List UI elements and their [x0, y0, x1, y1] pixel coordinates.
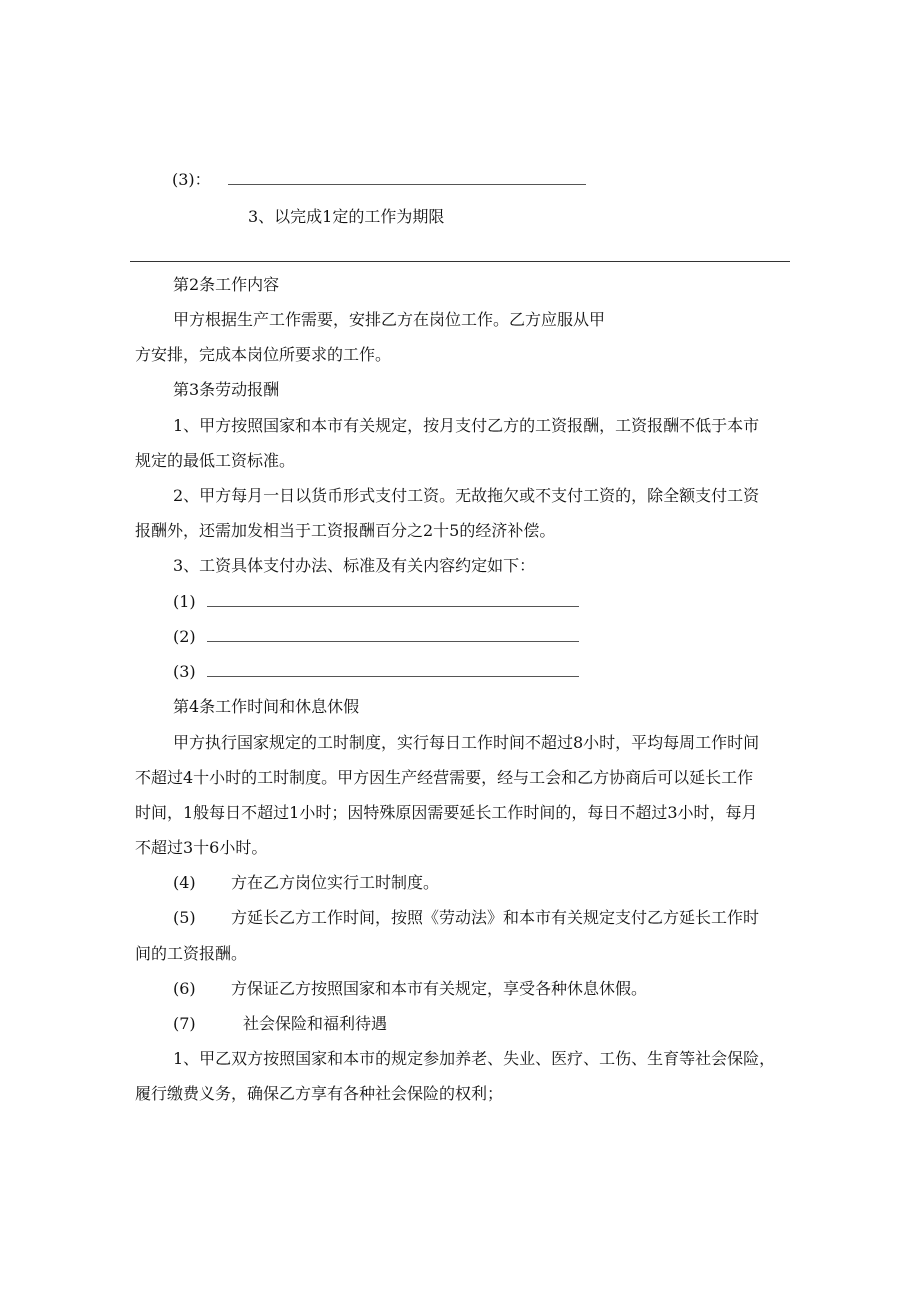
- insurance-item1-line2: 履行缴费义务，确保乙方享有各种社会保险的权利；: [135, 1084, 504, 1103]
- fill-blank[interactable]: [207, 627, 579, 642]
- item7-text: 社会保险和福利待遇: [243, 1014, 388, 1033]
- article4-item7: [173, 1014, 387, 1034]
- article3-item3: 3、工资具体支付办法、标准及有关内容约定如下：: [173, 556, 536, 575]
- article4-para-line3: 时间，1般每日不超过1小时；因特殊原因需要延长工作时间的，每日不超过3小时，每月: [135, 803, 758, 822]
- article4-title: 第4条工作时间和休息休假: [173, 697, 360, 716]
- wage-blank-1-label: (1): [173, 592, 196, 611]
- article2-para-line2: 方安排，完成本岗位所要求的工作。: [135, 345, 392, 364]
- item6-text: 方保证乙方按照国家和本市有关规定，享受各种休息休假。: [231, 979, 648, 998]
- article3-title: 第3条劳动报酬: [173, 380, 280, 399]
- fill-blank[interactable]: [207, 662, 579, 677]
- item5-number: (5): [173, 908, 196, 927]
- item5-text-line1: 方延长乙方工作时间，按照《劳动法》和本市有关规定支付乙方延长工作时: [231, 908, 760, 927]
- item6-number: (6): [173, 979, 196, 998]
- item7-number: (7): [173, 1014, 196, 1033]
- article3-item1-line1: 1、甲方按照国家和本市有关规定，按月支付乙方的工资报酬，工资报酬不低于本市: [173, 416, 760, 435]
- article4-item6: [173, 979, 647, 999]
- article2-para-line1: 甲方根据生产工作需要，安排乙方在岗位工作。乙方应服从甲: [173, 310, 606, 329]
- article3-item2-line2: 报酬外，还需加发相当于工资报酬百分之2十5的经济补偿。: [135, 521, 556, 540]
- article4-para-line4: 不超过3十6小时。: [135, 838, 268, 857]
- wage-blank-3-label: (3): [173, 662, 196, 681]
- article2-title: 第2条工作内容: [173, 275, 280, 294]
- wage-blank-1: [173, 592, 579, 612]
- wage-blank-3: [173, 662, 579, 682]
- article3-item2-line1: 2、甲方每月一日以货币形式支付工资。无故拖欠或不支付工资的，除全额支付工资: [173, 486, 760, 505]
- item4-text: 方在乙方岗位实行工时制度。: [231, 873, 440, 892]
- wage-blank-2: [173, 627, 579, 647]
- wage-blank-2-label: (2): [173, 627, 196, 646]
- top-item-3: [172, 170, 586, 190]
- fill-blank[interactable]: [207, 592, 579, 607]
- period-item: 3、以完成1定的工作为期限: [248, 207, 445, 226]
- item4-number: (4): [173, 873, 196, 892]
- top-item-3-label: (3)：: [172, 170, 211, 189]
- insurance-item1-line1: 1、甲乙双方按照国家和本市的规定参加养老、失业、医疗、工伤、生育等社会保险，: [173, 1049, 776, 1068]
- article4-item5-line2: 间的工资报酬。: [135, 944, 248, 963]
- fill-blank[interactable]: [228, 170, 586, 185]
- article4-item5: [173, 908, 759, 928]
- article4-item4: [173, 873, 439, 893]
- article3-item1-line2: 规定的最低工资标准。: [135, 451, 296, 470]
- section-divider: [130, 261, 790, 262]
- article4-para-line1: 甲方执行国家规定的工时制度，实行每日工作时间不超过8小时，平均每周工作时间: [173, 733, 760, 752]
- article4-para-line2: 不超过4十小时的工时制度。甲方因生产经营需要，经与工会和乙方协商后可以延长工作: [135, 768, 754, 787]
